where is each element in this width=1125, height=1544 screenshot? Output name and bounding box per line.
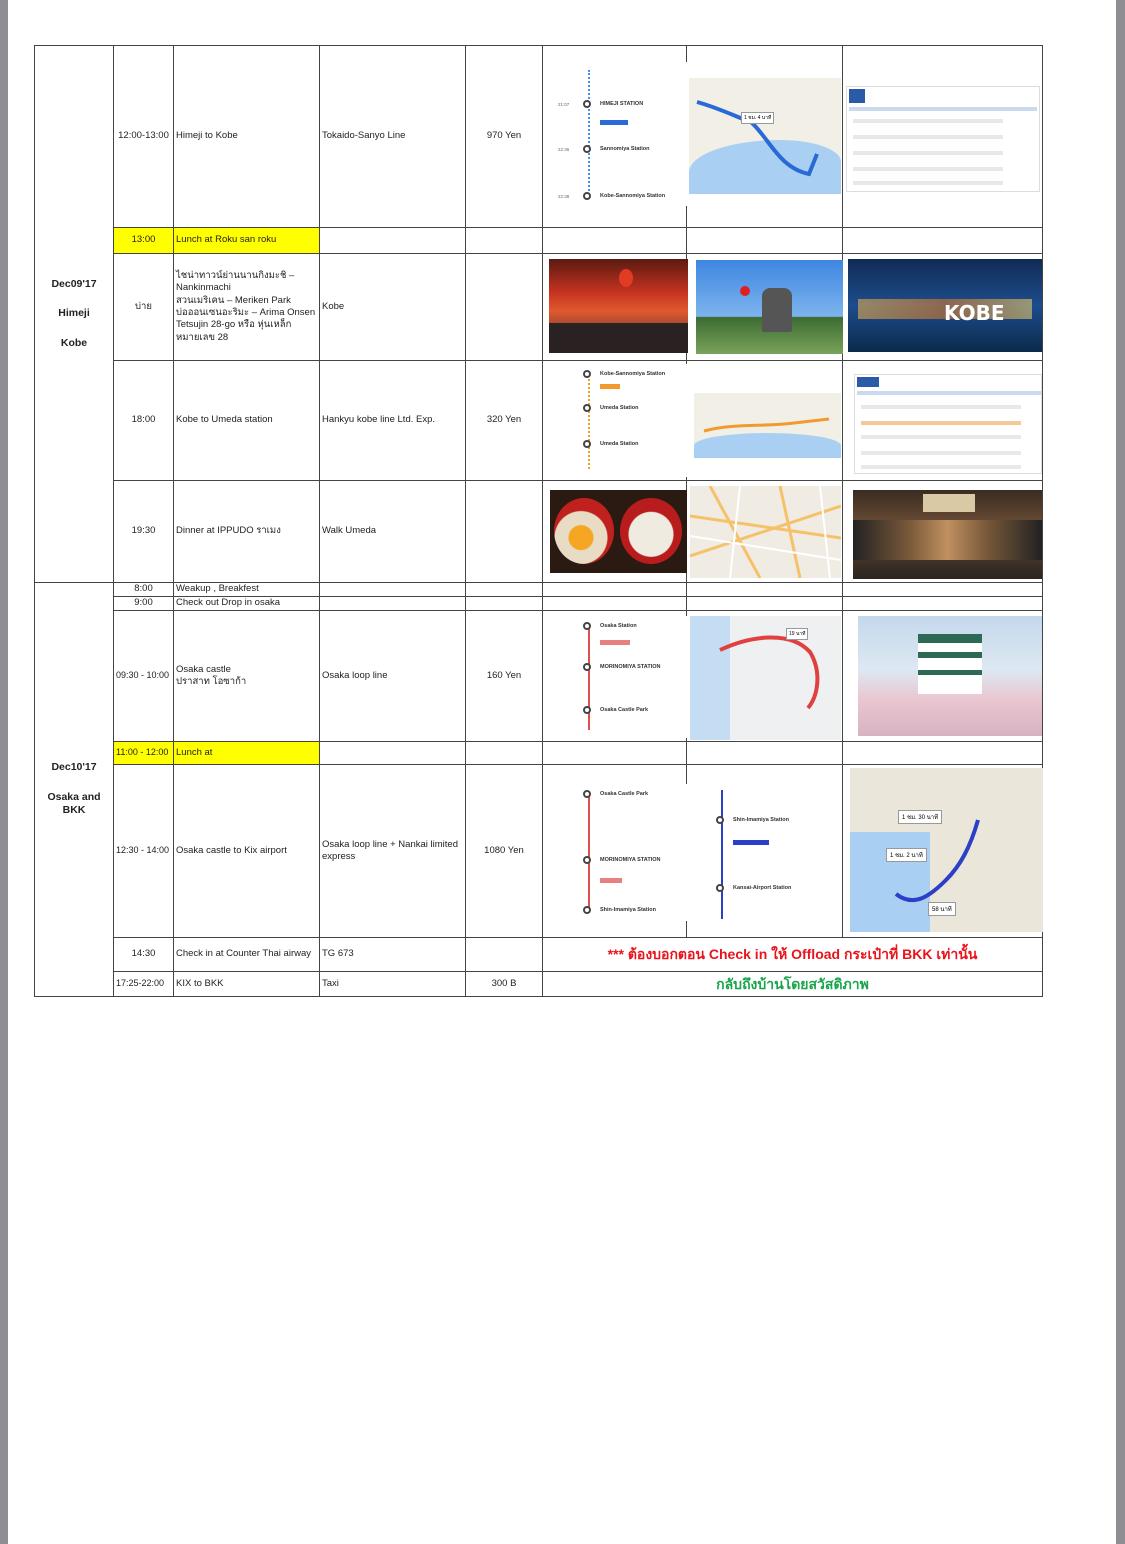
- kobe-label: KOBE: [944, 301, 1005, 325]
- day-cell-dec10: [34, 582, 114, 997]
- activity-cell: Check out Drop in osaka: [173, 596, 320, 611]
- transport-cell: [319, 227, 466, 254]
- station-label: Kobe-Sannomiya Station: [600, 193, 666, 199]
- image-cell: [842, 227, 1043, 254]
- activity-cell: Osaka castle ปราสาท โอซาก้า: [173, 610, 320, 742]
- activity-cell: Check in at Counter Thai airway: [173, 937, 320, 972]
- transport-cell: Taxi: [319, 971, 466, 997]
- duration-label: 19 นาที: [786, 628, 808, 640]
- cost-cell: [465, 227, 543, 254]
- day-cell-dec09: [34, 45, 114, 583]
- station-label: Kansai-Airport Station: [733, 885, 792, 891]
- cost-cell: [465, 596, 543, 611]
- duration-label: 1 ชม. 30 นาที: [898, 810, 942, 824]
- station-label: MORINOMIYA STATION: [600, 857, 661, 863]
- transport-cell: Tokaido-Sanyo Line: [319, 45, 466, 228]
- time-cell: 8:00: [113, 582, 174, 597]
- cost-cell: 160 Yen: [465, 610, 543, 742]
- image-cell: [842, 741, 1043, 765]
- cost-cell: [465, 480, 543, 583]
- time-cell: 11:00 - 12:00: [113, 741, 174, 765]
- activity-cell: Lunch at Roku san roku: [173, 227, 320, 254]
- note-cell: [542, 937, 1043, 972]
- image-cell: [542, 582, 687, 597]
- image-cell: [686, 582, 843, 597]
- image-cell: [542, 741, 687, 765]
- station-label: Kobe-Sannomiya Station: [600, 371, 666, 377]
- cost-cell: 320 Yen: [465, 360, 543, 481]
- time-cell: 9:00: [113, 596, 174, 611]
- time-cell: 14:30: [113, 937, 174, 972]
- cost-cell: [465, 937, 543, 972]
- time-cell: บ่าย: [113, 253, 174, 361]
- route-listing-image: [556, 62, 688, 206]
- image-cell: [542, 596, 687, 611]
- duration-label: 1 ชม. 4 นาที: [741, 112, 774, 124]
- transport-cell: [319, 582, 466, 597]
- activity-cell: Kobe to Umeda station: [173, 360, 320, 481]
- transport-cell: TG 673: [319, 937, 466, 972]
- station-label: Shin-Imamiya Station: [600, 907, 656, 913]
- cost-cell: [465, 253, 543, 361]
- station-label: Osaka Castle Park: [600, 707, 649, 713]
- station-label: Osaka Station: [600, 623, 637, 629]
- offload-note: *** ต้องบอกตอน Check in ให้ Offload กระเป๋าที่ BKK เท่านั้น: [607, 946, 978, 963]
- ramen-photo: [550, 490, 687, 573]
- day-date: Dec09'17: [51, 277, 97, 290]
- route-map-image: [689, 78, 841, 194]
- route-listing-image: [556, 784, 687, 921]
- line-badge: [733, 840, 769, 845]
- station-time: 21:07: [558, 102, 570, 107]
- cost-cell: 970 Yen: [465, 45, 543, 228]
- line-badge: [600, 384, 620, 389]
- restaurant-photo: [853, 490, 1042, 579]
- time-cell: 18:00: [113, 360, 174, 481]
- cost-cell: [465, 582, 543, 597]
- time-cell: 12:00-13:00: [113, 45, 174, 228]
- activity-cell: Lunch at: [173, 741, 320, 765]
- cost-cell: [465, 741, 543, 765]
- transport-cell: Osaka loop line + Nankai limited express: [319, 764, 466, 938]
- note-cell: [542, 971, 1043, 997]
- cost-cell: 300 B: [465, 971, 543, 997]
- transport-cell: Osaka loop line: [319, 610, 466, 742]
- route-listing-image: [699, 782, 842, 927]
- tetsujin-photo: [696, 260, 843, 354]
- station-time: 22:38: [558, 194, 570, 199]
- safe-return-note: กลับถึงบ้านโดยสวัสดิภาพ: [716, 975, 869, 992]
- transport-cell: Walk Umeda: [319, 480, 466, 583]
- line-badge: [600, 640, 630, 645]
- activity-cell: Dinner at IPPUDO ราเมง: [173, 480, 320, 583]
- station-time: 22:36: [558, 147, 570, 152]
- image-cell: [542, 227, 687, 254]
- station-label: MORINOMIYA STATION: [600, 664, 661, 670]
- cost-cell: 1080 Yen: [465, 764, 543, 938]
- day-place: Himeji: [58, 307, 90, 320]
- image-cell: [842, 582, 1043, 597]
- activity-cell: ไชน่าทาวน์ย่านนานกิงมะชิ – Nankinmachi สวนเมริเคน – Meriken Park บ่อออนเซนอะริมะ – Arima Onsen Tetsujin 28-go หรือ หุ่นเหล็กหมายเลข 28: [173, 253, 320, 361]
- transport-cell: [319, 596, 466, 611]
- route-map-image: [690, 616, 841, 740]
- time-cell: 19:30: [113, 480, 174, 583]
- station-label: Umeda Station: [600, 405, 639, 411]
- day-date: Dec10'17: [51, 761, 97, 774]
- transport-cell: Kobe: [319, 253, 466, 361]
- osaka-castle-photo: [858, 616, 1042, 736]
- transport-cell: [319, 741, 466, 765]
- chinatown-photo: [549, 259, 688, 353]
- station-label: HIMEJI STATION: [600, 101, 644, 107]
- station-label: Sannomiya Station: [600, 146, 650, 152]
- line-badge: [600, 120, 628, 125]
- image-cell: [686, 596, 843, 611]
- duration-label: 58 นาที: [928, 902, 956, 916]
- route-listing-image: [556, 364, 687, 477]
- document-page: [8, 0, 1116, 1544]
- timetable-image: [846, 86, 1040, 192]
- timetable-image: [854, 374, 1042, 474]
- day-place: Kobe: [60, 336, 88, 349]
- activity-cell: Osaka castle to Kix airport: [173, 764, 320, 938]
- transport-cell: Hankyu kobe line Ltd. Exp.: [319, 360, 466, 481]
- time-cell: 09:30 - 10:00: [113, 610, 174, 742]
- image-cell: [686, 741, 843, 765]
- day-place: Osaka and BKK: [47, 790, 101, 817]
- route-map-image: [690, 486, 841, 578]
- activity-cell: Himeji to Kobe: [173, 45, 320, 228]
- station-label: Osaka Castle Park: [600, 791, 649, 797]
- image-cell: [686, 227, 843, 254]
- activity-cell: Weakup , Breakfest: [173, 582, 320, 597]
- time-cell: 13:00: [113, 227, 174, 254]
- station-label: Shin-Imamiya Station: [733, 817, 789, 823]
- image-cell: [842, 596, 1043, 611]
- kobe-night-photo: [848, 259, 1042, 352]
- route-map-image: [850, 768, 1043, 932]
- route-listing-image: [556, 616, 687, 738]
- route-map-image: [694, 393, 841, 458]
- time-cell: 12:30 - 14:00: [113, 764, 174, 938]
- time-cell: 17:25-22:00: [113, 971, 174, 997]
- duration-label: 1 ชม. 2 นาที: [886, 848, 927, 862]
- station-label: Umeda Station: [600, 441, 639, 447]
- activity-cell: KIX to BKK: [173, 971, 320, 997]
- line-badge: [600, 878, 622, 883]
